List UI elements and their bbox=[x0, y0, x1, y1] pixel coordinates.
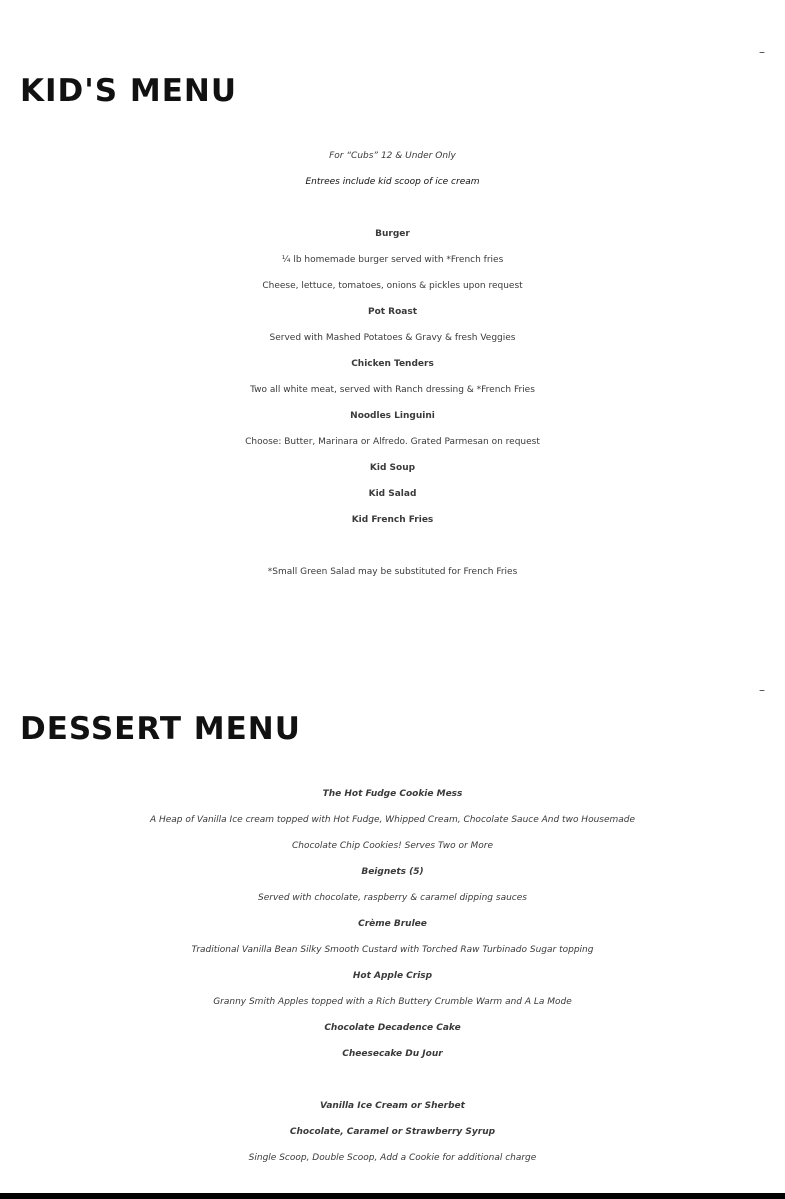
kids-note: Entrees include kid scoop of ice cream bbox=[305, 177, 480, 187]
kids-item-soup-name: Kid Soup bbox=[369, 463, 416, 473]
dessert-item-creme-brulee-desc: Traditional Vanilla Bean Silky Smooth Custard with Torched Raw Turbinado Sugar topping bbox=[191, 945, 594, 955]
dessert-syrup-option: Chocolate, Caramel or Strawberry Syrup bbox=[289, 1127, 496, 1137]
kids-footnote: *Small Green Salad may be substituted for French Fries bbox=[267, 567, 518, 577]
dessert-item-creme-brulee-name: Crème Brulee bbox=[358, 919, 427, 929]
dessert-menu-list bbox=[0, 781, 785, 1171]
kids-item-fries-name: Kid French Fries bbox=[351, 515, 434, 525]
kids-item-burger-name: Burger bbox=[375, 229, 410, 239]
kids-item-noodles-desc: Choose: Butter, Marinara or Alfredo. Grated Parmesan on request bbox=[245, 437, 540, 447]
kids-menu-title: KID'S MENU bbox=[20, 73, 238, 109]
kids-item-burger-desc: Cheese, lettuce, tomatoes, onions & pickles upon request bbox=[262, 281, 523, 291]
dessert-item-apple-crisp-desc: Granny Smith Apples topped with a Rich Buttery Crumble Warm and A La Mode bbox=[213, 997, 572, 1007]
kids-item-chicken-tenders-desc: Two all white meat, served with Ranch dressing & *French Fries bbox=[250, 385, 535, 395]
spacer bbox=[0, 1067, 785, 1093]
kids-item-pot-roast-name: Pot Roast bbox=[367, 307, 418, 317]
dessert-ice-cream-option: Vanilla Ice Cream or Sherbet bbox=[320, 1101, 465, 1111]
dessert-item-cookie-mess-desc: A Heap of Vanilla Ice cream topped with Hot Fudge, Whipped Cream, Chocolate Sauce And two Housemade bbox=[149, 815, 636, 825]
dessert-menu-title: DESSERT MENU bbox=[20, 711, 301, 747]
kids-dash: – bbox=[759, 45, 765, 59]
dessert-item-chocolate-cake-name: Chocolate Decadence Cake bbox=[324, 1023, 461, 1033]
dessert-item-cheesecake-name: Cheesecake Du Jour bbox=[342, 1049, 443, 1059]
dessert-item-beignets-desc: Served with chocolate, raspberry & caramel dipping sauces bbox=[258, 893, 527, 903]
kids-item-chicken-tenders-name: Chicken Tenders bbox=[351, 359, 434, 369]
dessert-item-beignets-name: Beignets (5) bbox=[361, 867, 424, 877]
kids-menu-list bbox=[0, 143, 785, 585]
kids-item-noodles-name: Noodles Linguini bbox=[350, 411, 435, 421]
dessert-item-apple-crisp-name: Hot Apple Crisp bbox=[352, 971, 433, 981]
kids-subtitle: For “Cubs” 12 & Under Only bbox=[329, 151, 456, 161]
dessert-extras-note: Single Scoop, Double Scoop, Add a Cookie for additional charge bbox=[248, 1153, 537, 1163]
dessert-item-cookie-mess-desc: Chocolate Chip Cookies! Serves Two or More bbox=[291, 841, 494, 851]
spacer bbox=[0, 195, 785, 221]
dessert-item-cookie-mess-name: The Hot Fudge Cookie Mess bbox=[322, 789, 463, 799]
kids-item-salad-name: Kid Salad bbox=[368, 489, 417, 499]
spacer bbox=[0, 533, 785, 559]
kids-item-burger-desc: ¼ lb homemade burger served with *French fries bbox=[281, 255, 504, 265]
page-bottom-bar bbox=[0, 1193, 785, 1199]
kids-item-pot-roast-desc: Served with Mashed Potatoes & Gravy & fresh Veggies bbox=[269, 333, 516, 343]
dessert-dash: – bbox=[759, 683, 765, 697]
